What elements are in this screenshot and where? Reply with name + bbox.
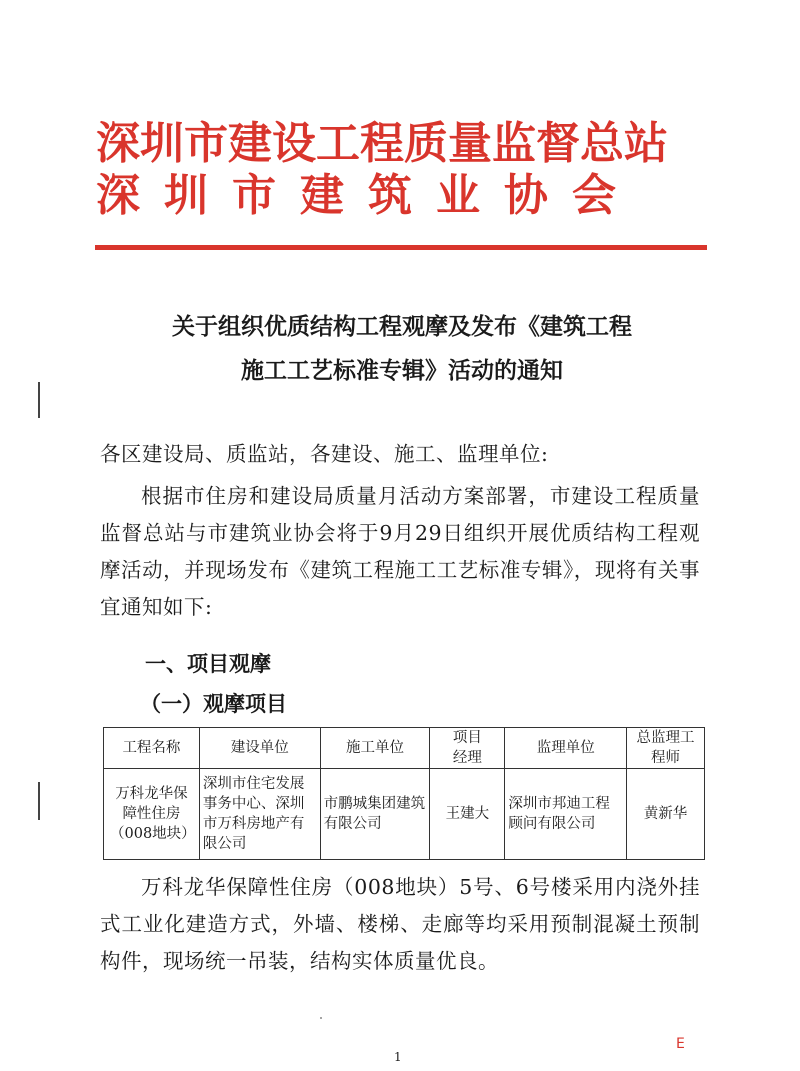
scan-speck bbox=[320, 1017, 322, 1019]
scan-margin-mark bbox=[38, 382, 40, 418]
table-header-cell: 施工单位 bbox=[320, 728, 430, 769]
salutation: 各区建设局、质监站，各建设、施工、监理单位: bbox=[100, 442, 549, 466]
red-header-rule bbox=[95, 245, 707, 250]
body-paragraph-1: 根据市住房和建设局质量月活动方案部署，市建设工程质量监督总站与市建筑业协会将于9月29日组织开展优质结构工程观摩活动，并现场发布《建筑工程施工工艺标准专辑》，现将有关事宜通知如下: bbox=[100, 484, 700, 619]
table-header-cell: 项目经理 bbox=[430, 728, 505, 769]
table-header-row bbox=[104, 728, 705, 769]
notice-title-line-2: 施工工艺标准专辑》活动的通知 bbox=[241, 357, 563, 384]
scan-margin-mark bbox=[38, 782, 40, 820]
table-cell: 万科龙华保障性住房（008地块） bbox=[104, 769, 200, 860]
issuing-organization-1: 深圳市建设工程质量监督总站 bbox=[96, 118, 668, 169]
observation-project-table bbox=[103, 727, 705, 860]
table-header-cell: 建设单位 bbox=[199, 728, 320, 769]
table-cell: 市鹏城集团建筑有限公司 bbox=[320, 769, 430, 860]
issuing-organization-2: 深圳市建筑业协会 bbox=[96, 170, 640, 221]
table-header-cell: 监理单位 bbox=[505, 728, 627, 769]
page-number: 1 bbox=[394, 1050, 402, 1064]
table-cell: 黄新华 bbox=[627, 769, 705, 860]
corner-mark: E bbox=[676, 1036, 685, 1052]
body-paragraph-2: 万科龙华保障性住房（008地块）5号、6号楼采用内浇外挂式工业化建造方式，外墙、楼梯、走廊等均采用预制混凝土预制构件，现场统一吊装，结构实体质量优良。 bbox=[100, 875, 700, 973]
subsection-heading-1: （一）观摩项目 bbox=[140, 691, 287, 716]
table-cell: 深圳市邦迪工程顾问有限公司 bbox=[505, 769, 627, 860]
table-cell: 深圳市住宅发展事务中心、深圳市万科房地产有限公司 bbox=[199, 769, 320, 860]
table-cell: 王建大 bbox=[430, 769, 505, 860]
table-header-cell: 总监理工程师 bbox=[627, 728, 705, 769]
notice-title-line-1: 关于组织优质结构工程观摩及发布《建筑工程 bbox=[172, 313, 632, 340]
section-heading-1: 一、项目观摩 bbox=[145, 651, 271, 676]
table-header-cell: 工程名称 bbox=[104, 728, 200, 769]
table-row bbox=[104, 769, 705, 860]
